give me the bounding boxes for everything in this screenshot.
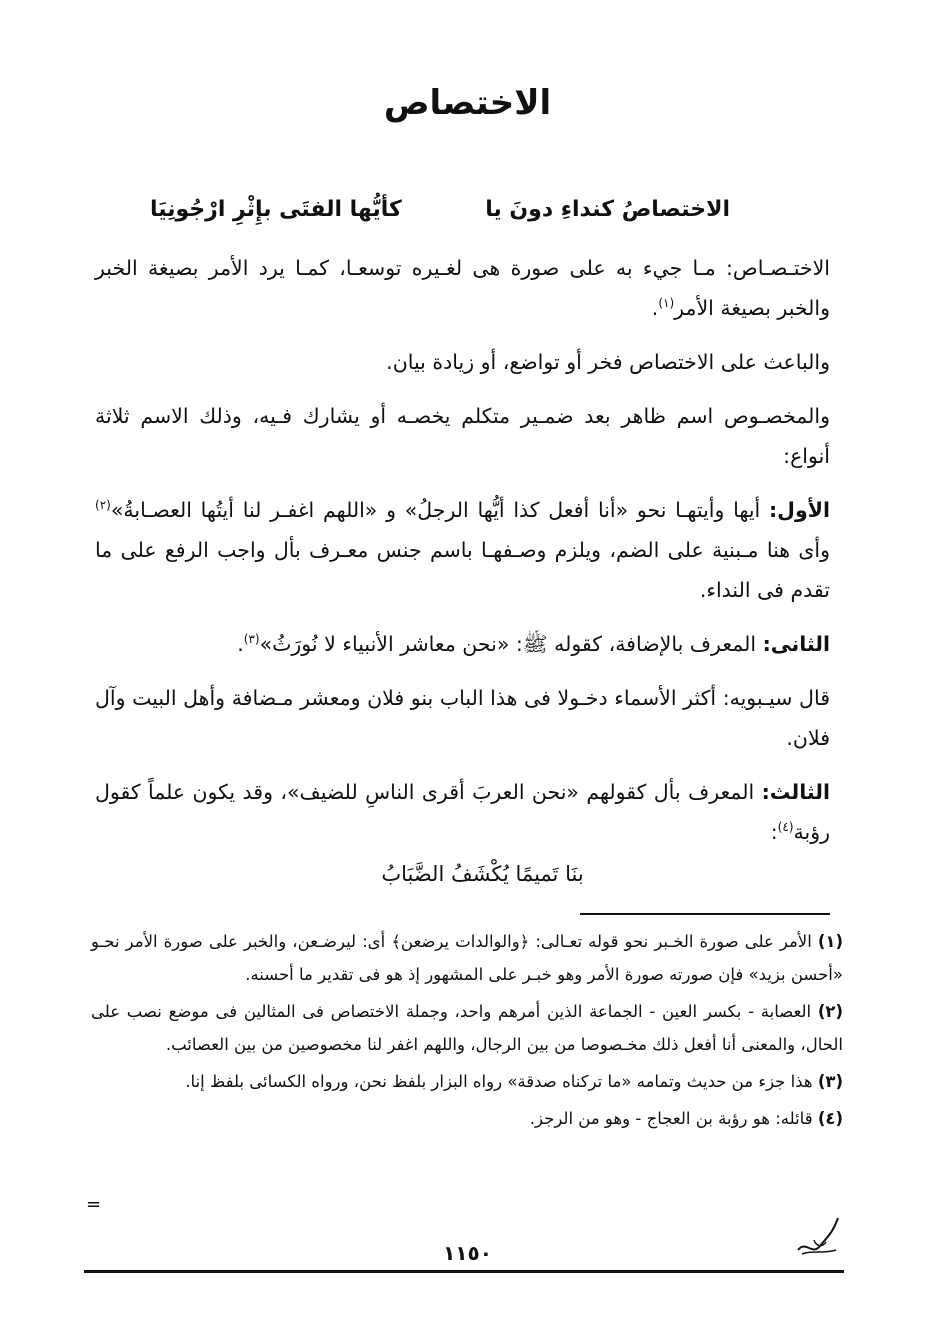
footnote-ref-1[interactable]: (١) xyxy=(658,296,675,311)
paragraph-first-type: الأول: أيها وأيتهـا نحو «أنا أفعل كذا أيُّها الرجلُ» و «اللهم اغفـر لنا أيتُها العصـابةُ»$^{(٢)}$ وأى هنا مـبنية على الضم، ويلزم وصـفهـا باسم جنس معـرف بأل واجب الرفع على ما تقدم فى النداء. xyxy=(95,498,830,602)
first-type-label: الأول: xyxy=(768,498,830,522)
paragraph-motive: والباعث على الاختصاص فخر أو تواضع، أو زيادة بيان. xyxy=(386,350,830,374)
verse-left-hemistich: كأيُّها الفتَى بإِثْرِ ارْجُونِيَا xyxy=(150,197,402,222)
paragraph-definition: الاختـصـاص: مـا جيء به على صورة هى لغـيره توسعـا، كمـا يرد الأمر بصيغة الخبر والخبر بصيغة الأمر$^{(١)}$. xyxy=(95,256,830,320)
footnote-4: (٤) قائله: هو رؤبة بن العجاج - وهو من الرجز. xyxy=(529,1109,843,1128)
footnote-3: (٣) هذا جزء من حديث وتمامه «ما تركناه صدقة» رواه البزار بلفظ نحن، ورواه الكسائى بلفظ إنا. xyxy=(185,1072,843,1091)
paragraph-sibawayh: قال سيـبويه: أكثر الأسماء دخـولا فى هذا الباب بنو فلان ومعشر مـضافة وأهل البيت وآل فلان. xyxy=(95,686,830,750)
paragraph-third-type: الثالث: المعرف بأل كقولهم «نحن العربَ أقرى الناسِ للضيف»، وقد يكون علماً كقول رؤبة$^{(٤)}$: xyxy=(95,780,830,844)
verse-right-hemistich: الاختصاصُ كنداءِ دونَ يا xyxy=(485,197,730,222)
footnote-2: (٢) العصابة - بكسر العين - الجماعة الذين أمرهم واحد، وجملة الاختصاص فى المثالين فى موضع نصب على الحال، والمعنى أنا أفعل ذلك مخـصوصا من بين الرجال، واللهم اغفر لنا مخصوصين من بين العصائب. xyxy=(91,1002,843,1054)
page-title: الاختصاص xyxy=(383,83,552,123)
paragraph-second-type: الثانى: المعرف بالإضافة، كقوله ﷺ: «نحن معاشر الأنبياء لا نُورَثُ»$^{(٣)}$. xyxy=(237,632,830,656)
poem-line: بنَا تَميمًا يُكْشَفُ الضَّبَابُ xyxy=(381,862,584,886)
footnote-1: (١) الأمر على صورة الخـبر نحو قوله تعـالى: ﴿والوالدات يرضعن﴾ أى: ليرضـعن، والخبر على صورة الأمر نحـو «أحسن بزيد» فإن صورته صورة الأمر وهو خبـر على المشهور إذ هو فى تقدير ما أحسنه. xyxy=(91,932,843,984)
paragraph-specified: والمخصـوص اسم ظاهر بعد ضمـير متكلم يخصـه أو يشارك فـيه، وذلك الاسم ثلاثة أنواع: xyxy=(95,404,830,468)
footnote-ref-4[interactable]: (٤) xyxy=(777,820,794,835)
body-text xyxy=(95,248,830,892)
footnote-ref-3[interactable]: (٣) xyxy=(243,632,260,647)
verse-line xyxy=(150,190,730,230)
second-type-label: الثانى: xyxy=(762,632,830,656)
footnote-number: (٣) xyxy=(817,1072,843,1091)
page-number: ١١٥٠ xyxy=(443,1241,492,1265)
footnote-number: (١) xyxy=(817,932,843,951)
third-type-label: الثالث: xyxy=(761,780,830,804)
footnote-divider xyxy=(580,913,830,915)
continuation-mark: = xyxy=(86,1194,102,1215)
footnote-number: (٢) xyxy=(817,1002,843,1021)
footnotes xyxy=(91,925,843,1139)
bottom-rule xyxy=(84,1270,844,1273)
footnote-ref-2[interactable]: (٢) xyxy=(95,498,111,513)
footnote-number: (٤) xyxy=(817,1109,843,1128)
